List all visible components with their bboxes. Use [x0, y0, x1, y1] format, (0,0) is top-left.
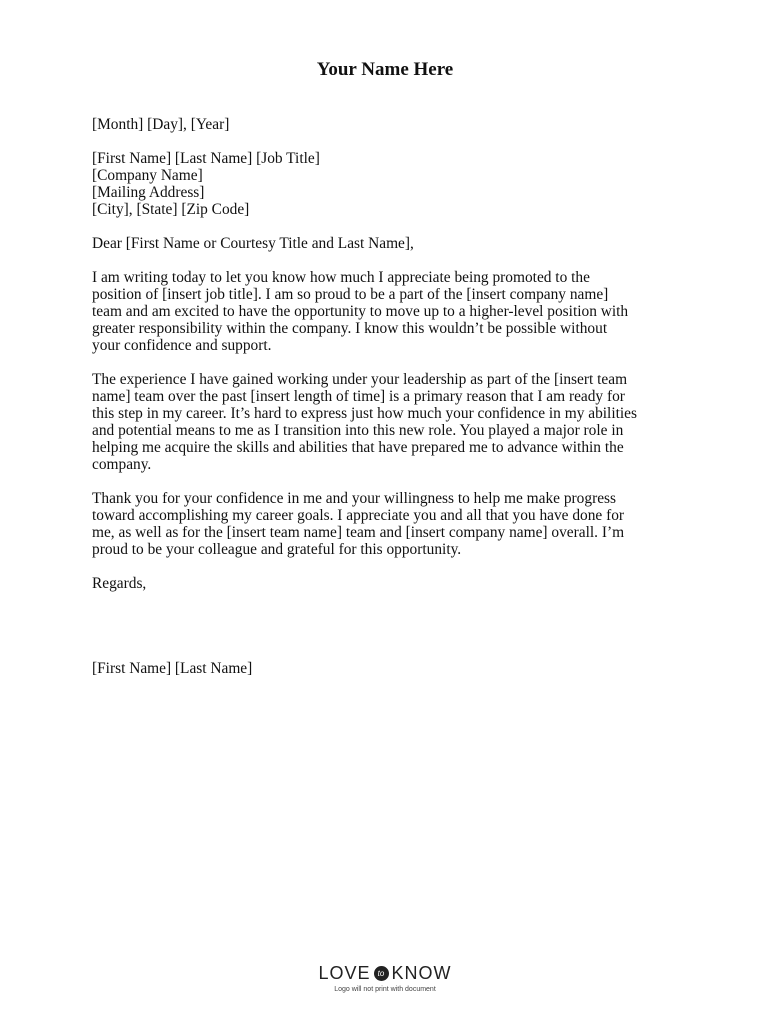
- logo-word-right: KNOW: [391, 963, 452, 983]
- paragraph-line: I am writing today to let you know how much I appreciate being promoted to the: [92, 269, 590, 286]
- salutation: Dear [First Name or Courtesy Title and Last Name],: [92, 235, 414, 252]
- paragraph-1: [92, 269, 692, 354]
- address-line: [Company Name]: [92, 167, 203, 184]
- paragraph-line: and potential means to me as I transition into this new role. You played a major role in: [92, 422, 624, 439]
- paragraph-line: position of [insert job title]. I am so proud to be a part of the [insert company name]: [92, 286, 609, 303]
- lovetoknow-logo: [0, 963, 770, 994]
- paragraph-line: company.: [92, 456, 152, 473]
- paragraph-line: name] team over the past [insert length of time] is a primary reason that I am ready for: [92, 388, 625, 405]
- logo-badge-icon: to: [374, 966, 389, 981]
- logo-word-left: LOVE: [318, 963, 371, 983]
- paragraph-line: team and am excited to have the opportunity to move up to a higher-level position with: [92, 303, 629, 320]
- signature-name: [First Name] [Last Name]: [92, 660, 253, 677]
- paragraph-line: Thank you for your confidence in me and your willingness to help me make progress: [92, 490, 617, 507]
- paragraph-line: toward accomplishing my career goals. I appreciate you and all that you have done for: [92, 507, 625, 524]
- letter-title: Your Name Here: [316, 59, 454, 80]
- paragraph-2: [92, 371, 692, 473]
- address-line: [First Name] [Last Name] [Job Title]: [92, 150, 320, 167]
- paragraph-line: The experience I have gained working under your leadership as part of the [insert team: [92, 371, 628, 388]
- address-line: [City], [State] [Zip Code]: [92, 201, 250, 218]
- paragraph-line: greater responsibility within the company. I know this wouldn’t be possible without: [92, 320, 608, 337]
- paragraph-line: your confidence and support.: [92, 337, 272, 354]
- paragraph-line: this step in my career. It’s hard to express just how much your confidence in my abilities: [92, 405, 637, 422]
- logo-wordmark: [318, 963, 451, 983]
- paragraph-line: proud to be your colleague and grateful for this opportunity.: [92, 541, 462, 558]
- address-line: [Mailing Address]: [92, 184, 205, 201]
- closing: Regards,: [92, 575, 147, 592]
- paragraph-line: helping me acquire the skills and abilities that have prepared me to advance within the: [92, 439, 624, 456]
- paragraph-3: [92, 490, 692, 558]
- logo-tagline: Logo will not print with document: [334, 986, 436, 993]
- letter-date: [Month] [Day], [Year]: [92, 116, 230, 133]
- recipient-address-block: [92, 150, 692, 218]
- paragraph-line: me, as well as for the [insert team name] team and [insert company name] overall. I’m: [92, 524, 625, 541]
